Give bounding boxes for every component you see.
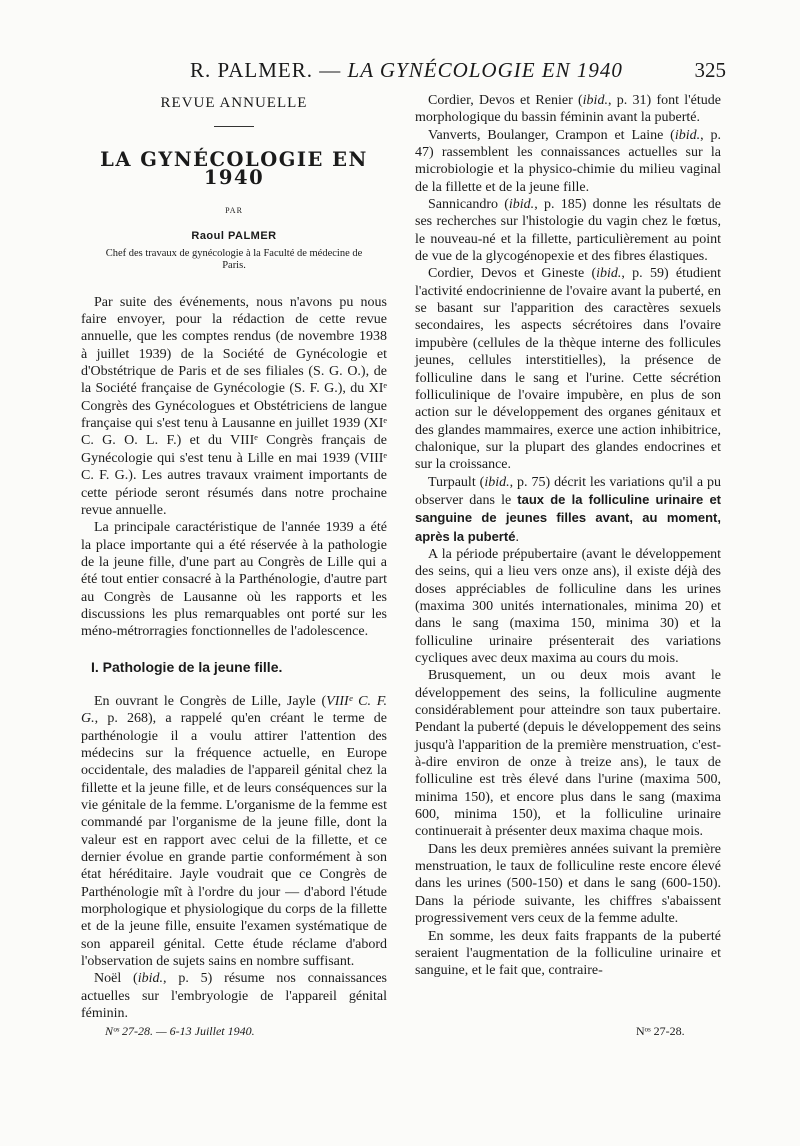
paragraph: A la période prépubertaire (avant le développement des seins, qui a lieu vers onze ans), il existe déjà des doses appréciables de folliculine dans les urines (maxima 300 unités internationales, minima 20) et dans le sang (maxima 150, minima 30) et la folliculine urinaire présenterait des variations cycliques avec deux maxima au cours du mois.	[415, 546, 721, 666]
paragraph: Cordier, Devos et Renier (ibid., p. 31) font l'étude morphologique du bassin féminin avant la puberté.	[415, 93, 721, 126]
paragraph: Turpault (ibid., p. 75) décrit les variations qu'il a pu observer dans le taux de la folliculine urinaire et sanguine de jeunes filles avant, au moment, après la puberté.	[415, 474, 722, 545]
section-label: REVUE ANNUELLE	[160, 95, 308, 111]
citation: ibid.	[674, 127, 701, 143]
article-title: LA GYNÉCOLOGIE EN 1940	[100, 148, 368, 189]
right-column	[415, 92, 721, 980]
author-affiliation: Chef des travaux de gynécologie à la Faculté de médecine de Paris.	[105, 247, 363, 271]
running-author: R. PALMER. —	[190, 58, 342, 82]
citation: ibid.	[484, 474, 510, 490]
emphasis: taux de la folliculine urinaire et sanguine de jeunes filles avant, au moment, après la puberté	[415, 491, 722, 544]
running-title	[190, 58, 623, 83]
paragraph: Noël (ibid., p. 5) résume nos connaissances actuelles sur l'embryologie de l'appareil génital féminin.	[81, 971, 387, 1022]
citation: VIIIᵉ C. F. G.	[81, 693, 387, 727]
section-heading: I. Pathologie de la jeune fille.	[91, 658, 283, 675]
running-head	[0, 56, 800, 88]
paragraph: Vanverts, Boulanger, Crampon et Laine (ibid., p. 47) rassemblent les connaissances actuelles sur la microbiologie et la physico-chimie du milieu vaginal de la fillette et de la jeune fille.	[415, 127, 721, 195]
issue-footer: Nᵒˢ 27-28. — 6-13 Juillet 1940.	[105, 1024, 255, 1038]
paragraph: Sannicandro (ibid., p. 185) donne les résultats de ses recherches sur l'histologie du vagin chez le fœtus, le nouveau-né et la fillette, particulièrement au point de vue de la glycogénopexie et des fibres élastiques.	[415, 197, 721, 265]
citation: ibid.	[596, 266, 622, 282]
paragraph: En somme, les deux faits frappants de la puberté seraient l'augmentation de la folliculine urinaire et sanguine, et le fait que, contraire-	[415, 928, 721, 979]
left-column	[81, 92, 387, 1022]
page-number: 325	[694, 58, 726, 82]
byline-label: PAR	[225, 206, 243, 216]
paragraph: Dans les deux premières années suivant la première menstruation, le taux de folliculine reste encore élevé dans les urines (500-150) et dans le sang (600-150). Dans la période suivante, les chiffres s'abaissent progressivement vers ceux de la femme adulte.	[415, 841, 721, 927]
author-name: Raoul PALMER	[191, 230, 277, 243]
paragraph: La principale caractéristique de l'année 1939 a été la place importante qui a été réservée à la pathologie de la jeune fille, d'une part au Congrès de Lille qui a été tout entier consacré à la Parthénologie, d'autre part au Congrès de Lausanne où les rapports et les discussions les plus remarquables ont porté sur les méno-métrorragies fonctionnelles de l'adolescence.	[81, 520, 387, 640]
title-divider	[214, 126, 254, 127]
paragraph: En ouvrant le Congrès de Lille, Jayle (VIIIᵉ C. F. G., p. 268), a rappelé qu'en créant le terme de parthénologie il a voulu attirer l'attention des médecins sur la fréquence actuelle, en Europe occidentale, des maladies de l'appareil génital chez la fillette et la jeune fille, et de leurs conséquences sur la vie génitale de la femme. L'organisme de la femme est commandé par l'organisme de la jeune fille, dont la valeur est en rapport avec celui de la fillette, et ce dernier évolue en grande partie conformément à son état héréditaire. Jayle voudrait que ce Congrès de Parthénologie mît à l'ordre du jour — d'abord l'étude morphologique et physiologique du corps de la fillette et de la jeune fille, ensuite l'examen systématique de son appareil génital. Cette étude réclame d'abord l'observation de sujets sains en nombre suffisant.	[81, 693, 387, 970]
citation: ibid.	[137, 971, 163, 987]
paragraph: Brusquement, un ou deux mois avant le développement des seins, la folliculine augmente considérablement pour atteindre son taux pubertaire. Pendant la puberté (depuis le développement des seins jusqu'à l'apparition de la première menstruation, c'est-à-dire environ de onze à treize ans), le taux de folliculine est très élevé dans l'urine (maxima 500, minima 150), et encore plus dans le sang (maxima 600, minima 150), et la folliculine urinaire continuerait à présenter deux maxima chaque mois.	[415, 668, 721, 840]
citation: ibid.	[582, 93, 608, 108]
paragraph: Par suite des événements, nous n'avons pu nous faire envoyer, pour la rédaction de cette revue annuelle, que les comptes rendus (de novembre 1938 à juillet 1939) de la Société de Gynécologie et d'Obstétrique de Paris et de ses filiales (S. G. O.), de la Société française de Gynécologie (S. F. G.), du XIᵉ Congrès des Gynécologues et Obstétriciens de langue française qui s'est tenu à Lausanne en juillet 1939 (XIᵉ C. G. O. L. F.) et du VIIIᵉ Congrès français de Gynécologie qui s'est tenu à Lille en mai 1939 (VIIIᵉ C. F. G.). Les autres travaux vraiment importants de cette période seront résumés dans notre prochaine revue annuelle.	[81, 294, 387, 518]
running-article-title: LA GYNÉCOLOGIE EN 1940	[347, 58, 623, 82]
citation: ibid.	[508, 197, 535, 213]
paragraph: Cordier, Devos et Gineste (ibid., p. 59) étudient l'activité endocrinienne de l'ovaire avant la puberté, en se basant sur l'apparition des caractères sexuels secondaires, les aspects sécrétoires dans l'ovaire impubère (cellules de la thèque interne des follicules jeunes, cellules interstitielles), la présence de folliculine dans le sang et l'urine. Cette sécrétion folliculinique de l'ovaire impubère, en plus de son action sur le développement des organes génitaux et des glandes mammaires, exerce une action inhibitrice, chalonique, sur la plupart des glandes endocrines et sur la croissance.	[415, 266, 721, 473]
issue-footer-right: Nᵒˢ 27-28.	[636, 1024, 685, 1038]
